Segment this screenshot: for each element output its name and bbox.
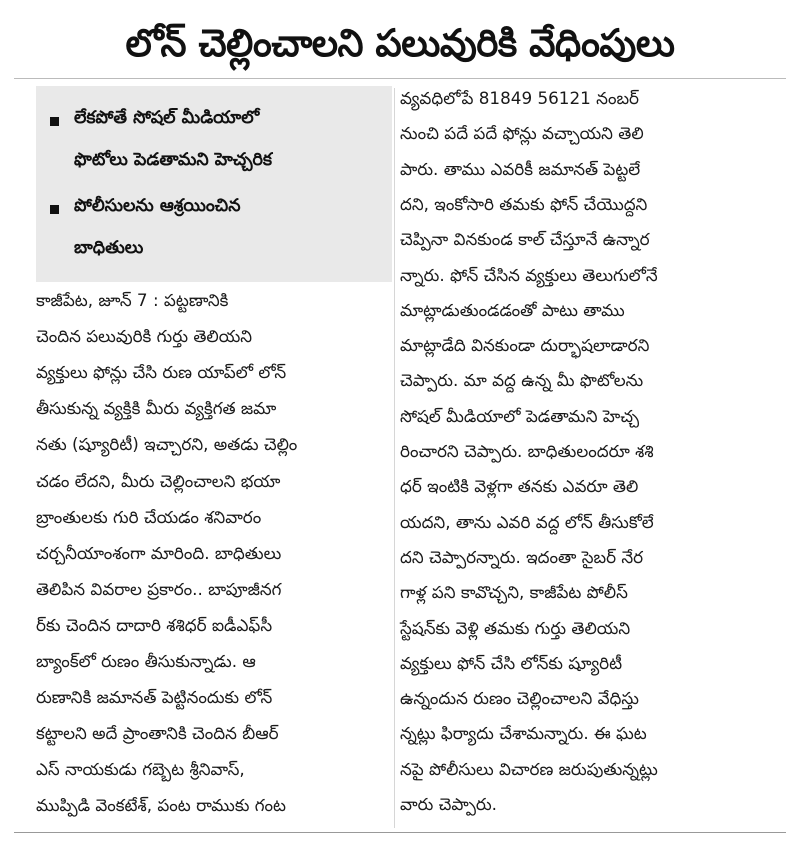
article-column-left: [36, 288, 396, 828]
top-divider: [14, 78, 786, 79]
article-line: కట్టాలని అదే ప్రాంతానికి చెందిన బీఆర్: [36, 723, 279, 744]
article-line: నపై పోలీసులు విచారణ జరుపుతున్నట్లు: [400, 758, 658, 779]
article-line: వ్యక్తులు ఫోన్ చేసి లోన్‌కు ష్యూరిటీ: [400, 652, 623, 673]
article-line: న్నారు. ఫోన్ చేసిన వ్యక్తులు తెలుగులోనే: [400, 264, 658, 285]
article-line: నుంచి పదే పదే ఫోన్లు వచ్చాయని తెలి: [400, 123, 644, 144]
article-line: చెందిన పలువురికి గుర్తు తెలియని: [36, 326, 253, 347]
article-line: న్నట్లు ఫిర్యాదు చేశామన్నారు. ఈ ఘట: [400, 723, 647, 744]
article-line: మాట్లాడేది వినకుండా దుర్భాషలాడారని: [400, 335, 650, 356]
bottom-divider: [14, 832, 786, 833]
highlight-line: పోలీసులను ఆశ్రయించిన: [74, 196, 241, 216]
article-line: చెప్పారు. మా వద్ద ఉన్న మీ ఫొటోలను: [400, 370, 644, 391]
square-bullet-icon: [50, 205, 59, 214]
highlights-box: [36, 86, 392, 282]
article-line: తెలిపిన వివరాల ప్రకారం.. బాపూజీనగ: [36, 578, 282, 599]
article-line: యదని, తాను ఎవరి వద్ద లోన్ తీసుకోలే: [400, 511, 654, 532]
article-line: ధర్ ఇంటికి వెళ్లగా తనకు ఎవరూ తెలి: [400, 476, 639, 497]
article-line: దని, ఇంకోసారి తమకు ఫోన్ చేయొద్దని: [400, 193, 648, 214]
article-line: వ్యక్తులు ఫోన్లు చేసి రుణ యాప్‌లో లోన్: [36, 362, 287, 383]
headline: లోన్ చెల్లించాలని పలువురికి వేధింపులు: [125, 21, 675, 65]
article-line: బ్యాంక్‌లో రుణం తీసుకున్నాడు. ఆ: [36, 651, 256, 671]
article-line: బ్రాంతులకు గురి చేయడం శనివారం: [36, 506, 262, 527]
article-column-right: [400, 86, 790, 826]
article-line: దని చెప్పారన్నారు. ఇదంతా సైబర్ నేర: [400, 546, 644, 567]
article-line: నతు (ష్యూరిటీ) ఇచ్చారని, అతడు చెల్లిం: [36, 434, 298, 455]
article-line: సోషల్ మీడియాలో పెడతామని హెచ్చ: [400, 405, 640, 426]
article-line: గాళ్ల పని కావొచ్చని, కాజీపేట పోలీస్: [400, 582, 628, 603]
square-bullet-icon: [50, 117, 59, 126]
article-line: చెప్పినా వినకుండ కాల్ చేస్తూనే ఉన్నార: [400, 229, 650, 250]
article-line: పారు. తాము ఎవరికీ జమానత్ పెట్టలే: [400, 158, 641, 179]
article-line: వ్యవధిలోపే 81849 56121 నంబర్: [400, 88, 639, 108]
highlight-line: ఫొటోలు పెడతామని హెచ్చరిక: [74, 150, 273, 170]
article-line: తీసుకున్న వ్యక్తికి మీరు వ్యక్తిగత జమా: [36, 398, 277, 419]
article-line: రించారని చెప్పారు. బాధితులందరూ శశి: [400, 441, 654, 461]
highlight-line: బాధితులు: [74, 238, 144, 258]
article-line: మాట్లాడుతుండడంతో పాటు తాము: [400, 299, 625, 320]
article-line: ర్‌కు చెందిన దాదారి శశిధర్ ఐడీఎఫ్‌సీ: [36, 614, 273, 635]
article-line: చర్చనీయాంశంగా మారింది. బాధితులు: [36, 542, 282, 563]
article-line: ముప్పిడి వెంకటేశ్, పంట రాముకు గంట: [36, 795, 287, 816]
article-line: రుణానికి జమానత్ పెట్టినందుకు లోన్: [36, 687, 273, 708]
article-line: ఎస్ నాయకుడు గబ్బెట శ్రీనివాస్,: [36, 759, 245, 780]
article-line: వారు చెప్పారు.: [400, 794, 497, 814]
article-line: చడం లేదని, మీరు చెల్లించాలని భయా: [36, 470, 281, 491]
article-line: కాజీపేట, జూన్ 7 : పట్టణానికి: [36, 290, 229, 310]
article-line: ఉన్నందున రుణం చెల్లించాలని వేధిస్తు: [400, 688, 639, 709]
article-line: స్టేషన్‌కు వెళ్లి తమకు గుర్తు తెలియని: [400, 617, 631, 638]
highlight-line: లేకపోతే సోషల్ మీడియాలో: [74, 108, 260, 128]
